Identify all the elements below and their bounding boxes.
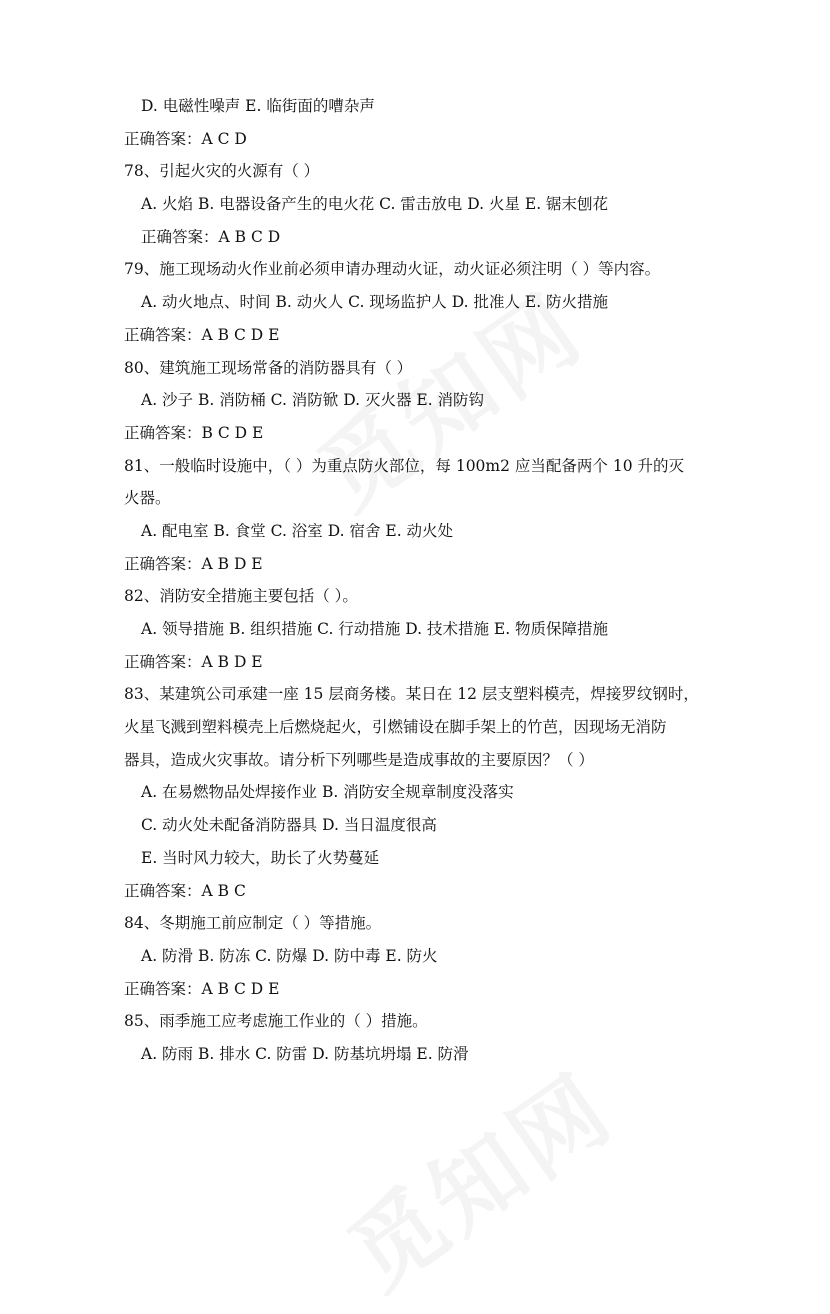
option-line: E. 当时风力较大，助长了火势蔓延 [141,848,380,867]
question-line: 81、一般临时设施中，（ ）为重点防火部位，每 100m2 应当配备两个 10 升的灭 [124,456,684,475]
option-line: A. 防雨 B. 排水 C. 防雷 D. 防基坑坍塌 E. 防滑 [141,1044,469,1063]
option-line: A. 火焰 B. 电器设备产生的电火花 C. 雷击放电 D. 火星 E. 锯末刨花 [141,195,609,214]
answer-line: 正确答案：A B C D E [124,325,280,344]
option-line: A. 沙子 B. 消防桶 C. 消防锨 D. 灭火器 E. 消防钩 [141,391,485,410]
question-line: 79、施工现场动火作业前必须申请办理动火证，动火证必须注明（ ）等内容。 [124,260,661,279]
answer-line: 正确答案：A B C D E [124,979,280,998]
question-line: 78、引起火灾的火源有（ ） [124,162,320,181]
question-line: 器具，造成火灾事故。请分析下列哪些是造成事故的主要原因？（ ） [124,750,594,769]
answer-line: 正确答案：A C D [124,129,247,148]
option-line: A. 防滑 B. 防冻 C. 防爆 D. 防中毒 E. 防火 [141,946,438,965]
question-line: 火星飞溅到塑料模壳上后燃烧起火，引燃铺设在脚手架上的竹芭，因现场无消防 [124,718,667,737]
answer-line: 正确答案：A B D E [124,652,263,671]
answer-line: 正确答案：B C D E [124,423,264,442]
question-line: 84、冬期施工前应制定（ ）等措施。 [124,914,382,933]
question-line: 82、消防安全措施主要包括（ ）。 [124,587,358,606]
answer-line: 正确答案：A B C D [141,227,281,246]
option-line: A. 动火地点、时间 B. 动火人 C. 现场监护人 D. 批准人 E. 防火措施 [141,293,609,312]
question-line: 80、建筑施工现场常备的消防器具有（ ） [124,358,413,377]
option-line: A. 在易燃物品处焊接作业 B. 消防安全规章制度没落实 [141,783,514,802]
answer-line: 正确答案：A B C [124,881,246,900]
answer-line: 正确答案：A B D E [124,554,263,573]
option-line: A. 配电室 B. 食堂 C. 浴室 D. 宿舍 E. 动火处 [141,521,454,540]
watermark [319,1038,636,1314]
document-body [124,96,714,1077]
question-line: 85、雨季施工应考虑施工作业的（ ）措施。 [124,1012,428,1031]
option-line: C. 动火处未配备消防器具 D. 当日温度很高 [141,816,437,835]
question-line: 83、某建筑公司承建一座 15 层商务楼。某日在 12 层支塑料模壳，焊接罗纹钢时， [124,685,699,704]
option-line: A. 领导措施 B. 组织措施 C. 行动措施 D. 技术措施 E. 物质保障措施 [141,620,609,638]
option-line: D. 电磁性噪声 E. 临街面的嘈杂声 [141,97,375,115]
question-line: 火器。 [124,489,171,508]
